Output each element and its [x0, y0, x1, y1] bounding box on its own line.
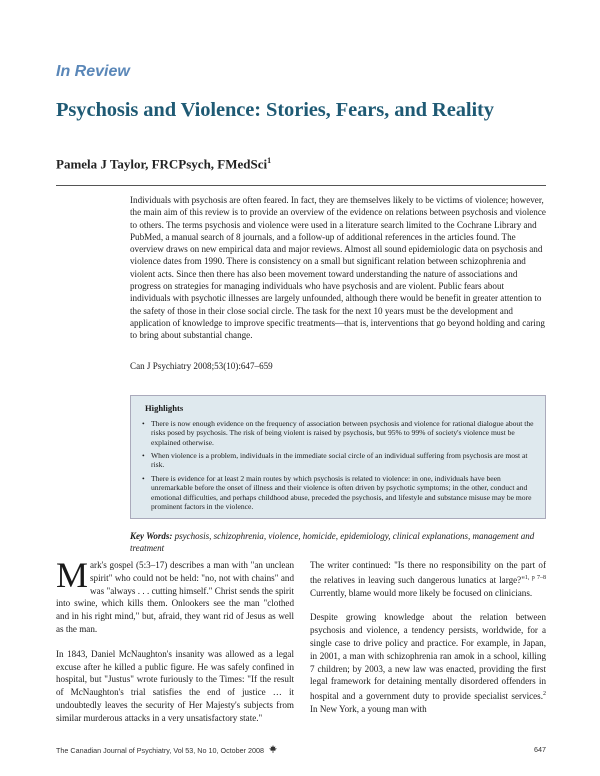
keywords-label: Key Words:: [130, 531, 173, 541]
highlights-list: [141, 419, 535, 512]
body-paragraph: Mark's gospel (5:3–17) describes a man with "an unclean spirit" who could not be held: "no, not with chains" and was "always . . . cutting himself." Christ sends the spirit into swine, which kills them. Onlookers see the man "clothed and in his right mind," but, afraid, they want rid of Jesus as well as the man.: [56, 555, 294, 634]
abstract: [130, 194, 546, 342]
body-paragraph: Despite growing knowledge about the relation between psychosis and violence, a tendency persists, worldwide, for a single case to drive policy and practice. For example, in Japan, in 2001, a man with schizophrenia ran amok in a school, killing 7 children; by 2003, a new law was enacted, providing the first legal framework for detaining mentally disordered offenders in hospital and a government duty to provide specialist services.$^2$ In New York, a young man with: [310, 612, 546, 715]
body-paragraph: The writer continued: "Is there no responsibility on the part of the relatives in leaving such dangerous lunatics at large?"$^{1, p 7-8}$ Currently, blame would more likely be focused on clinicians.: [310, 560, 547, 598]
author-line: [56, 156, 271, 172]
footer-journal: The Canadian Journal of Psychiatry, Vol 53, No 10, October 2008: [56, 745, 277, 755]
highlights-title: Highlights: [145, 403, 184, 413]
body-column-right: [310, 559, 546, 728]
drop-cap: M: [56, 555, 89, 595]
highlights-box: [130, 395, 546, 519]
reference-sup: 1, p 7–8: [524, 574, 547, 581]
article-title: Psychosis and Violence: Stories, Fears, and Reality: [56, 99, 494, 121]
abstract-text: Individuals with psychosis are often feared. In fact, they are themselves likely to be victims of violence; however, the main aim of this review is to provide an overview of the evidence on relations between psychosis and violence to others. The terms psychosis and violence were used in a literature search limited to the Cochrane Library and PubMed, a manual search of 8 journals, and a follow-up of additional references in the articles found. The overview draws on new empirical data and major reviews. Almost all sound epidemiologic data on psychosis and violence dates from 1990. There is consistency on a small but significant relation between schizophrenia and violent acts. Since then there has also been movement toward understanding the nature of associations and progress on strategies for managing individuals who have psychosis and are violent. Public fears about individuals with psychotic illnesses are largely unfounded, although there would be benefit in greater attention to the safety of those in their close social circle. The task for the next 10 years must be the development and application of knowledge to improve specific treatments—that is, interventions that go beyond holding and caring to bring about substantial change.: [130, 195, 546, 341]
citation: Can J Psychiatry 2008;53(10):647–659: [130, 361, 273, 371]
section-label: In Review: [56, 63, 130, 80]
author-name: Pamela J Taylor, FRCPsych, FMedSci: [56, 156, 268, 172]
keywords-text: psychosis, schizophrenia, violence, homicide, epidemiology, clinical explanations, management and treatment: [130, 531, 535, 553]
highlight-item: • There is evidence for at least 2 main routes by which psychosis is related to violence: in one, individuals have been unremarkable before the onset of illness and their violence is often driven by psychotic symptoms; in the other, conduct and emotional difficulties, and perhaps childhood abuse, preceded the psychosis, and lifestyle and substance misuse may be more prominent factors in the violence.: [141, 474, 535, 512]
author-affiliation-sup: 1: [267, 156, 272, 165]
keywords: [130, 531, 546, 554]
highlight-item: • There is now enough evidence on the frequency of association between psychosis and violence for rational dialogue about the risks posed by psychosis. The risk of being violent is raised by psychosis, but 95% to 99% of society's violence must be explained otherwise.: [141, 419, 535, 448]
body-column-left: [56, 555, 294, 737]
maple-leaf-icon: [269, 745, 277, 755]
page-number: 647: [534, 745, 546, 754]
highlight-item: • When violence is a problem, individuals in the immediate social circle of an individual suffering from psychosis are most at risk.: [141, 451, 535, 470]
title-rule: [56, 185, 546, 186]
body-paragraph: In 1843, Daniel McNaughton's insanity was allowed as a legal excuse after he killed a public figure. He was safely confined in hospital, but "Justus" wrote furiously to the Times: "If the result of McNaughton's trial satisfies the end of justice … it undoubtedly leaves the security of Her Majesty's subjects from similar murderous attacks in a very unsatisfactory state.": [56, 648, 294, 723]
reference-sup: 2: [543, 691, 546, 698]
